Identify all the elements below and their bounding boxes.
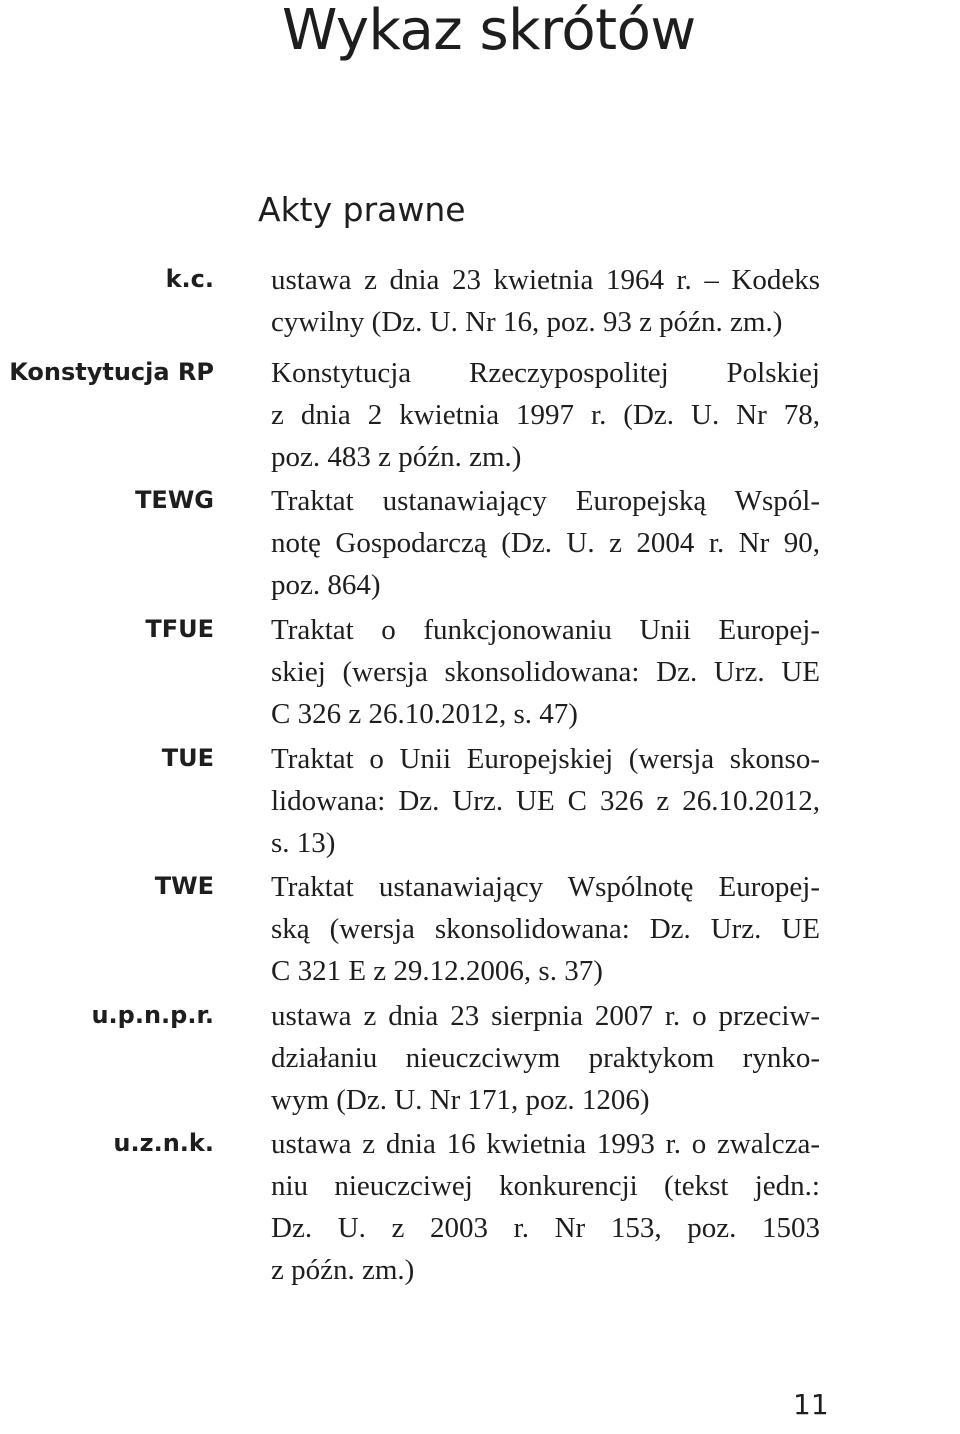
- abbreviation-term: u.p.n.p.r.: [91, 1001, 214, 1029]
- definition-line: z dnia 2 kwietnia 1997 r. (Dz. U. Nr 78,: [271, 399, 820, 431]
- definition-line: Traktat o funkcjonowaniu Unii Europej-: [271, 614, 820, 646]
- abbreviation-definition: [271, 480, 820, 606]
- definition-line: s. 13): [271, 827, 336, 859]
- abbreviation-definition: [271, 259, 820, 343]
- definition-line: C 321 E z 29.12.2006, s. 37): [271, 955, 603, 987]
- abbreviation-definition: [271, 866, 820, 992]
- definition-line: cywilny (Dz. U. Nr 16, poz. 93 z późn. zm.): [271, 306, 783, 338]
- abbreviation-definition: [271, 1123, 820, 1291]
- page-number: 11: [793, 1388, 829, 1421]
- definition-line: C 326 z 26.10.2012, s. 47): [271, 698, 578, 730]
- definition-line: niu nieuczciwej konkurencji (tekst jedn.:: [271, 1170, 820, 1202]
- definition-line: skiej (wersja skonsolidowana: Dz. Urz. UE: [271, 656, 820, 688]
- abbreviation-term: u.z.n.k.: [113, 1129, 214, 1157]
- abbreviation-term: Konstytucja RP: [9, 358, 214, 386]
- definition-line: notę Gospodarczą (Dz. U. z 2004 r. Nr 90,: [271, 527, 820, 559]
- definition-line: ustawa z dnia 23 kwietnia 1964 r. – Kodeks: [271, 264, 820, 296]
- abbreviation-definition: [271, 609, 820, 735]
- definition-line: lidowana: Dz. Urz. UE C 326 z 26.10.2012,: [271, 785, 820, 817]
- definition-line: ustawa z dnia 16 kwietnia 1993 r. o zwalcza-: [271, 1128, 820, 1160]
- section-heading: Akty prawne: [258, 190, 466, 229]
- definition-line: działaniu nieuczciwym praktykom rynko-: [271, 1042, 820, 1074]
- definition-line: Dz. U. z 2003 r. Nr 153, poz. 1503: [271, 1212, 820, 1244]
- definition-line: Traktat o Unii Europejskiej (wersja skonso-: [271, 743, 820, 775]
- definition-line: poz. 483 z późn. zm.): [271, 441, 522, 473]
- abbreviation-term: TWE: [154, 872, 214, 900]
- definition-line: z późn. zm.): [271, 1254, 415, 1286]
- abbreviation-definition: [271, 738, 820, 864]
- definition-line: Konstytucja Rzeczypospolitej Polskiej: [271, 357, 820, 389]
- abbreviation-term: k.c.: [165, 265, 214, 293]
- abbreviation-definition: [271, 995, 820, 1121]
- definition-line: wym (Dz. U. Nr 171, poz. 1206): [271, 1084, 650, 1116]
- definition-line: Traktat ustanawiający Wspólnotę Europej-: [271, 871, 820, 903]
- definition-line: poz. 864): [271, 569, 381, 601]
- definition-line: ustawa z dnia 23 sierpnia 2007 r. o przeciw-: [271, 1000, 820, 1032]
- definition-line: ską (wersja skonsolidowana: Dz. Urz. UE: [271, 913, 820, 945]
- abbreviation-definition: [271, 352, 820, 478]
- definition-line: Traktat ustanawiający Europejską Wspól-: [271, 485, 820, 517]
- abbreviation-term: TUE: [161, 744, 214, 772]
- page-title: Wykaz skrótów: [282, 0, 696, 63]
- abbreviation-term: TFUE: [145, 615, 214, 643]
- abbreviation-term: TEWG: [135, 486, 214, 514]
